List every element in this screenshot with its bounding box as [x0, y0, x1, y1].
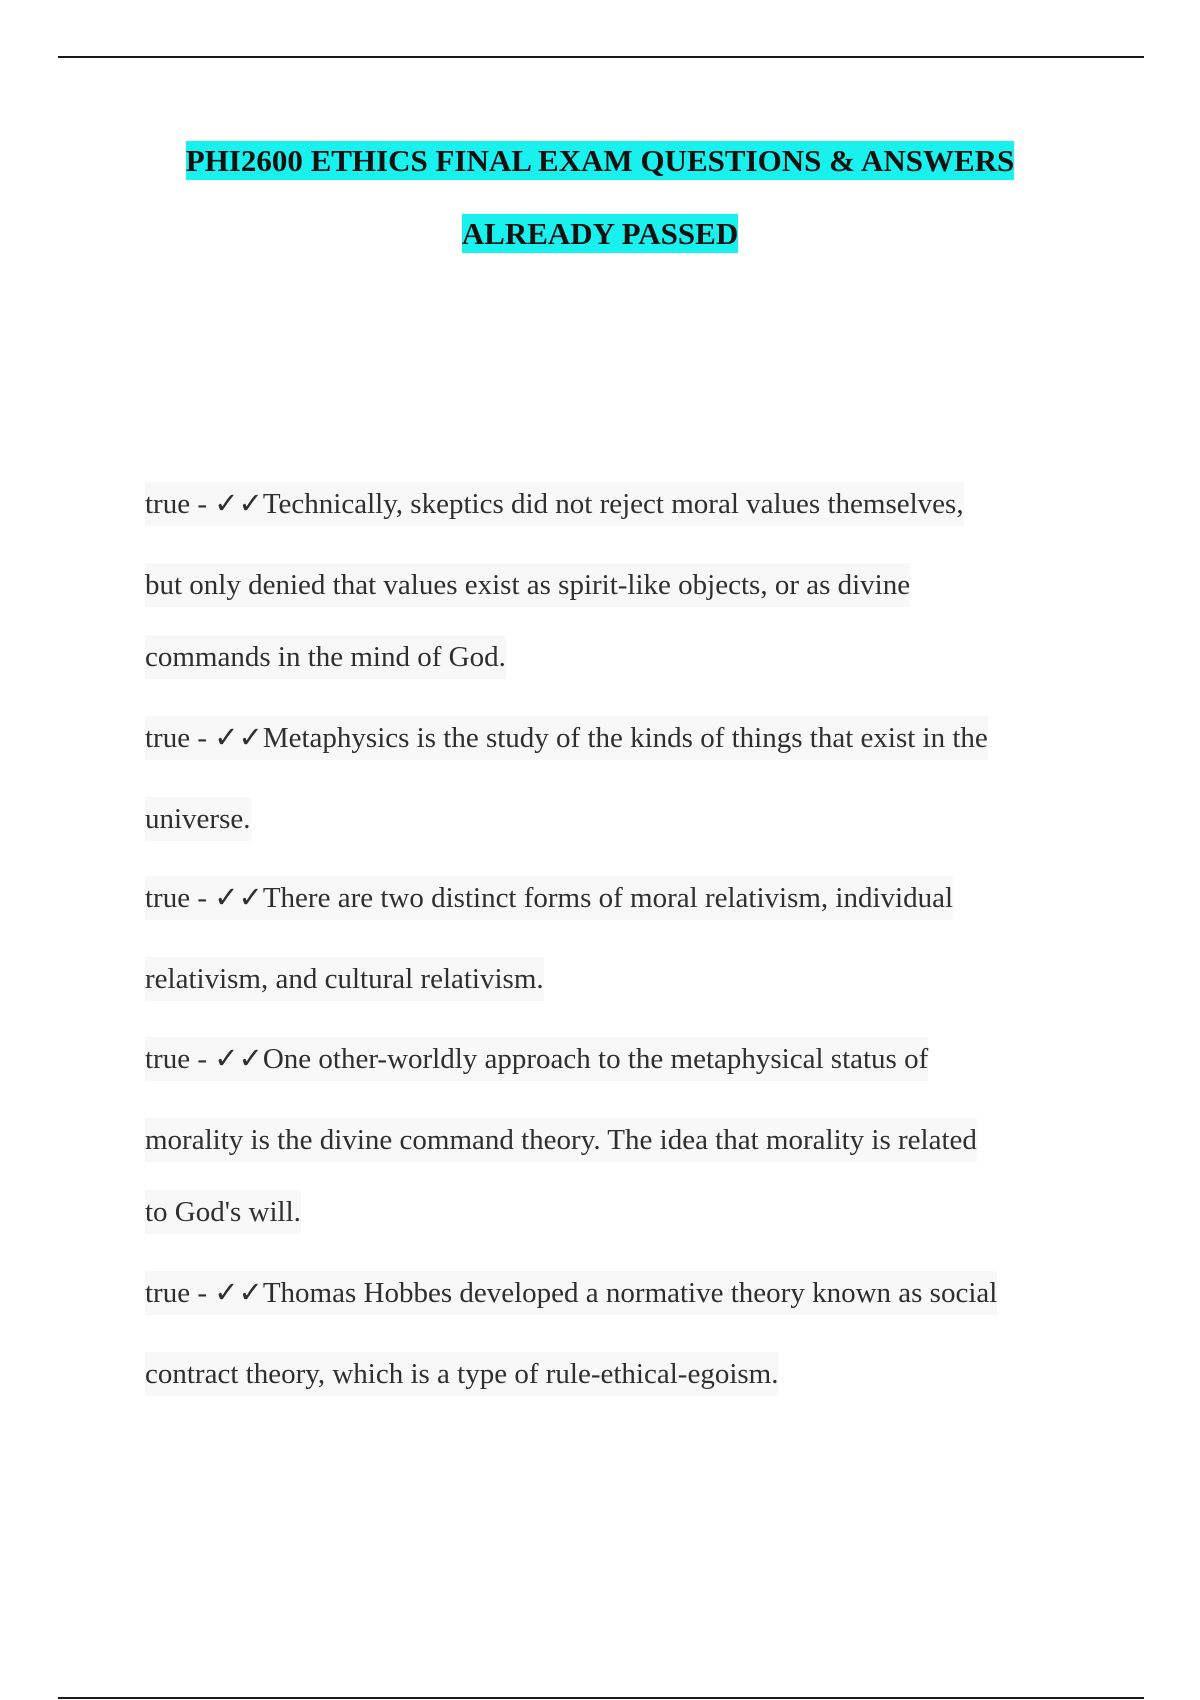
answer-line: to God's will. — [145, 1198, 301, 1227]
answer-line: universe. — [145, 805, 251, 834]
document-title — [0, 143, 1200, 179]
answer-line: commands in the mind of God. — [145, 643, 506, 672]
footer-rule — [58, 1697, 1144, 1699]
answer-line: true - ✓✓Thomas Hobbes developed a normative theory known as social — [145, 1279, 997, 1308]
answer-line: true - ✓✓One other-worldly approach to the metaphysical status of — [145, 1045, 928, 1074]
answer-line: true - ✓✓Technically, skeptics did not reject moral values themselves, — [145, 490, 964, 519]
answer-line: true - ✓✓There are two distinct forms of moral relativism, individual — [145, 884, 953, 913]
document-subtitle — [0, 216, 1200, 252]
document-title-line-1: PHI2600 ETHICS FINAL EXAM QUESTIONS & ANSWERS — [185, 143, 1015, 178]
answer-line: contract theory, which is a type of rule-ethical-egoism. — [145, 1360, 778, 1389]
answer-line: true - ✓✓Metaphysics is the study of the kinds of things that exist in the — [145, 724, 988, 753]
answer-line: but only denied that values exist as spirit-like objects, or as divine — [145, 571, 910, 600]
answer-line: morality is the divine command theory. The idea that morality is related — [145, 1126, 977, 1155]
answer-line: relativism, and cultural relativism. — [145, 965, 544, 994]
header-rule — [58, 56, 1144, 58]
document-title-line-2: ALREADY PASSED — [461, 216, 739, 251]
